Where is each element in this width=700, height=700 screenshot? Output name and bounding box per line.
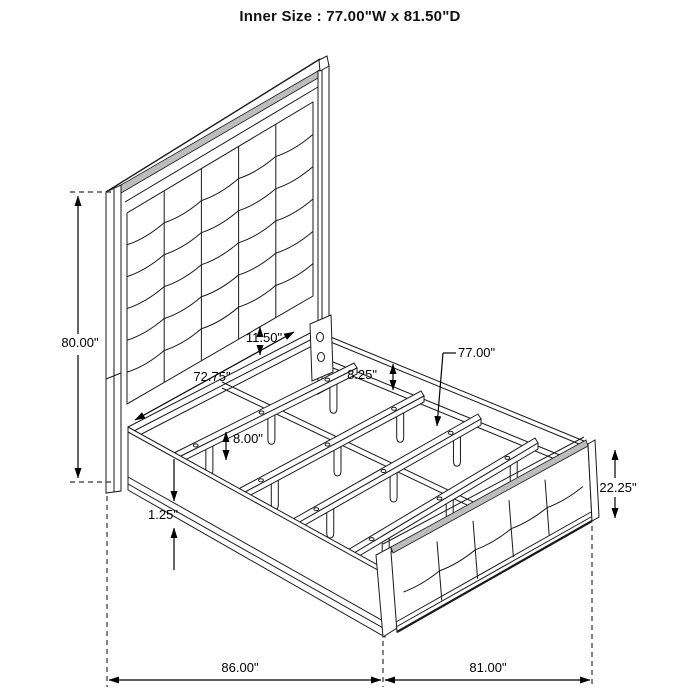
- page-title: Inner Size : 77.00"W x 81.50"D: [239, 8, 461, 25]
- dim-label-leg-height: 8.00": [233, 431, 263, 446]
- dim-label-slat-width: 77.00": [458, 345, 496, 360]
- headboard-tuft-grid: [127, 124, 313, 382]
- dim-label-overall-width: 81.00": [469, 660, 507, 675]
- dim-label-panel-gap: 11.50": [245, 330, 283, 345]
- dim-label-rail-trim: 1.25": [148, 507, 178, 522]
- near-side-rail: [128, 427, 385, 637]
- headboard: [106, 56, 329, 493]
- dim-label-overall-depth: 86.00": [221, 660, 259, 675]
- dim-label-rail-height: 8.25": [347, 367, 377, 382]
- dim-label-inner-width: 72.75": [193, 369, 231, 384]
- dim-label-footboard-height: 22.25": [599, 480, 637, 495]
- headboard-top-edge: [121, 71, 318, 193]
- rail-bracket: [310, 315, 333, 381]
- dim-label-headboard-height: 80.00": [61, 335, 99, 350]
